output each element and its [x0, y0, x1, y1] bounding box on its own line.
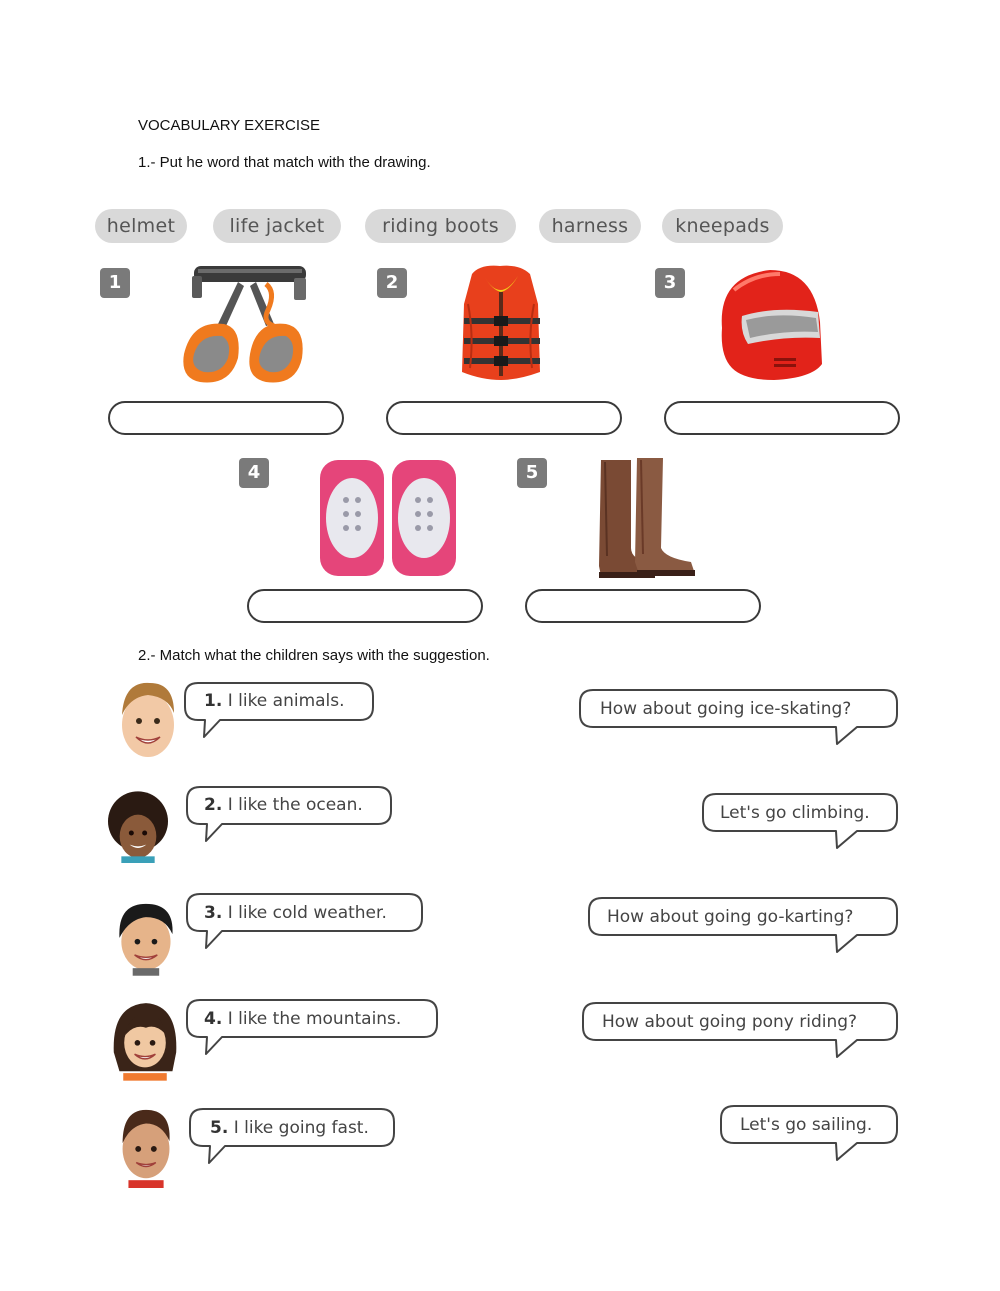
child-speech-bubble-5	[189, 1108, 399, 1168]
child-speech-bubble-3	[186, 893, 426, 953]
instruction-1: 1.- Put he word that match with the drawing.	[138, 154, 431, 171]
child-statement-number: 1.	[204, 691, 223, 711]
suggestion-bubble-2	[702, 793, 902, 853]
picture-number: 3	[655, 268, 685, 298]
child-statement-number: 2.	[204, 795, 223, 815]
life-jacket-icon	[458, 264, 544, 382]
word-chip-kneepads[interactable]: kneepads	[662, 209, 783, 243]
suggestion-text-1: How about going ice-skating?	[600, 699, 852, 719]
child-statement-text: I like cold weather.	[227, 903, 387, 923]
page-title: VOCABULARY EXERCISE	[138, 117, 321, 134]
child-face-1	[112, 677, 182, 761]
racing-helmet-icon	[714, 266, 824, 384]
word-chip-harness[interactable]: harness	[539, 209, 641, 243]
kneepads-icon	[318, 458, 458, 578]
picture-number: 2	[377, 268, 407, 298]
suggestion-bubble-4	[582, 1002, 902, 1062]
instruction-2: 2.- Match what the children says with the suggestion.	[138, 647, 490, 664]
word-chip-life-jacket[interactable]: life jacket	[213, 209, 341, 243]
child-statement-number: 4.	[204, 1009, 223, 1029]
word-chip-helmet[interactable]: helmet	[95, 209, 187, 243]
word-chip-riding-boots[interactable]: riding boots	[365, 209, 516, 243]
child-statement-number: 5.	[210, 1118, 229, 1138]
answer-field-1[interactable]	[108, 401, 344, 435]
child-statement-4	[204, 1009, 401, 1029]
suggestion-text-5: Let's go sailing.	[740, 1115, 873, 1135]
picture-number: 4	[239, 458, 269, 488]
child-face-5	[112, 1104, 182, 1188]
child-statement-text: I like the mountains.	[227, 1009, 402, 1029]
child-face-3	[110, 894, 180, 978]
suggestion-bubble-1	[579, 689, 901, 749]
answer-field-3[interactable]	[664, 401, 900, 435]
child-statement-text: I like animals.	[227, 691, 345, 711]
child-speech-bubble-4	[186, 999, 442, 1059]
child-statement-5	[210, 1118, 369, 1138]
riding-boots-icon	[595, 456, 699, 580]
child-statement-1	[204, 691, 345, 711]
child-statement-text: I like the ocean.	[227, 795, 363, 815]
child-statement-number: 3.	[204, 903, 223, 923]
climbing-harness-icon	[178, 262, 310, 388]
suggestion-text-2: Let's go climbing.	[720, 803, 870, 823]
child-statement-text: I like going fast.	[233, 1118, 369, 1138]
child-statement-2	[204, 795, 363, 815]
child-statement-3	[204, 903, 387, 923]
suggestion-text-3: How about going go-karting?	[607, 907, 854, 927]
picture-number: 5	[517, 458, 547, 488]
suggestion-bubble-3	[588, 897, 902, 957]
answer-field-5[interactable]	[525, 589, 761, 623]
child-face-4	[110, 998, 180, 1082]
suggestion-text-4: How about going pony riding?	[602, 1012, 858, 1032]
answer-field-4[interactable]	[247, 589, 483, 623]
answer-field-2[interactable]	[386, 401, 622, 435]
picture-number: 1	[100, 268, 130, 298]
suggestion-bubble-5	[720, 1105, 902, 1165]
child-face-2	[103, 786, 173, 870]
